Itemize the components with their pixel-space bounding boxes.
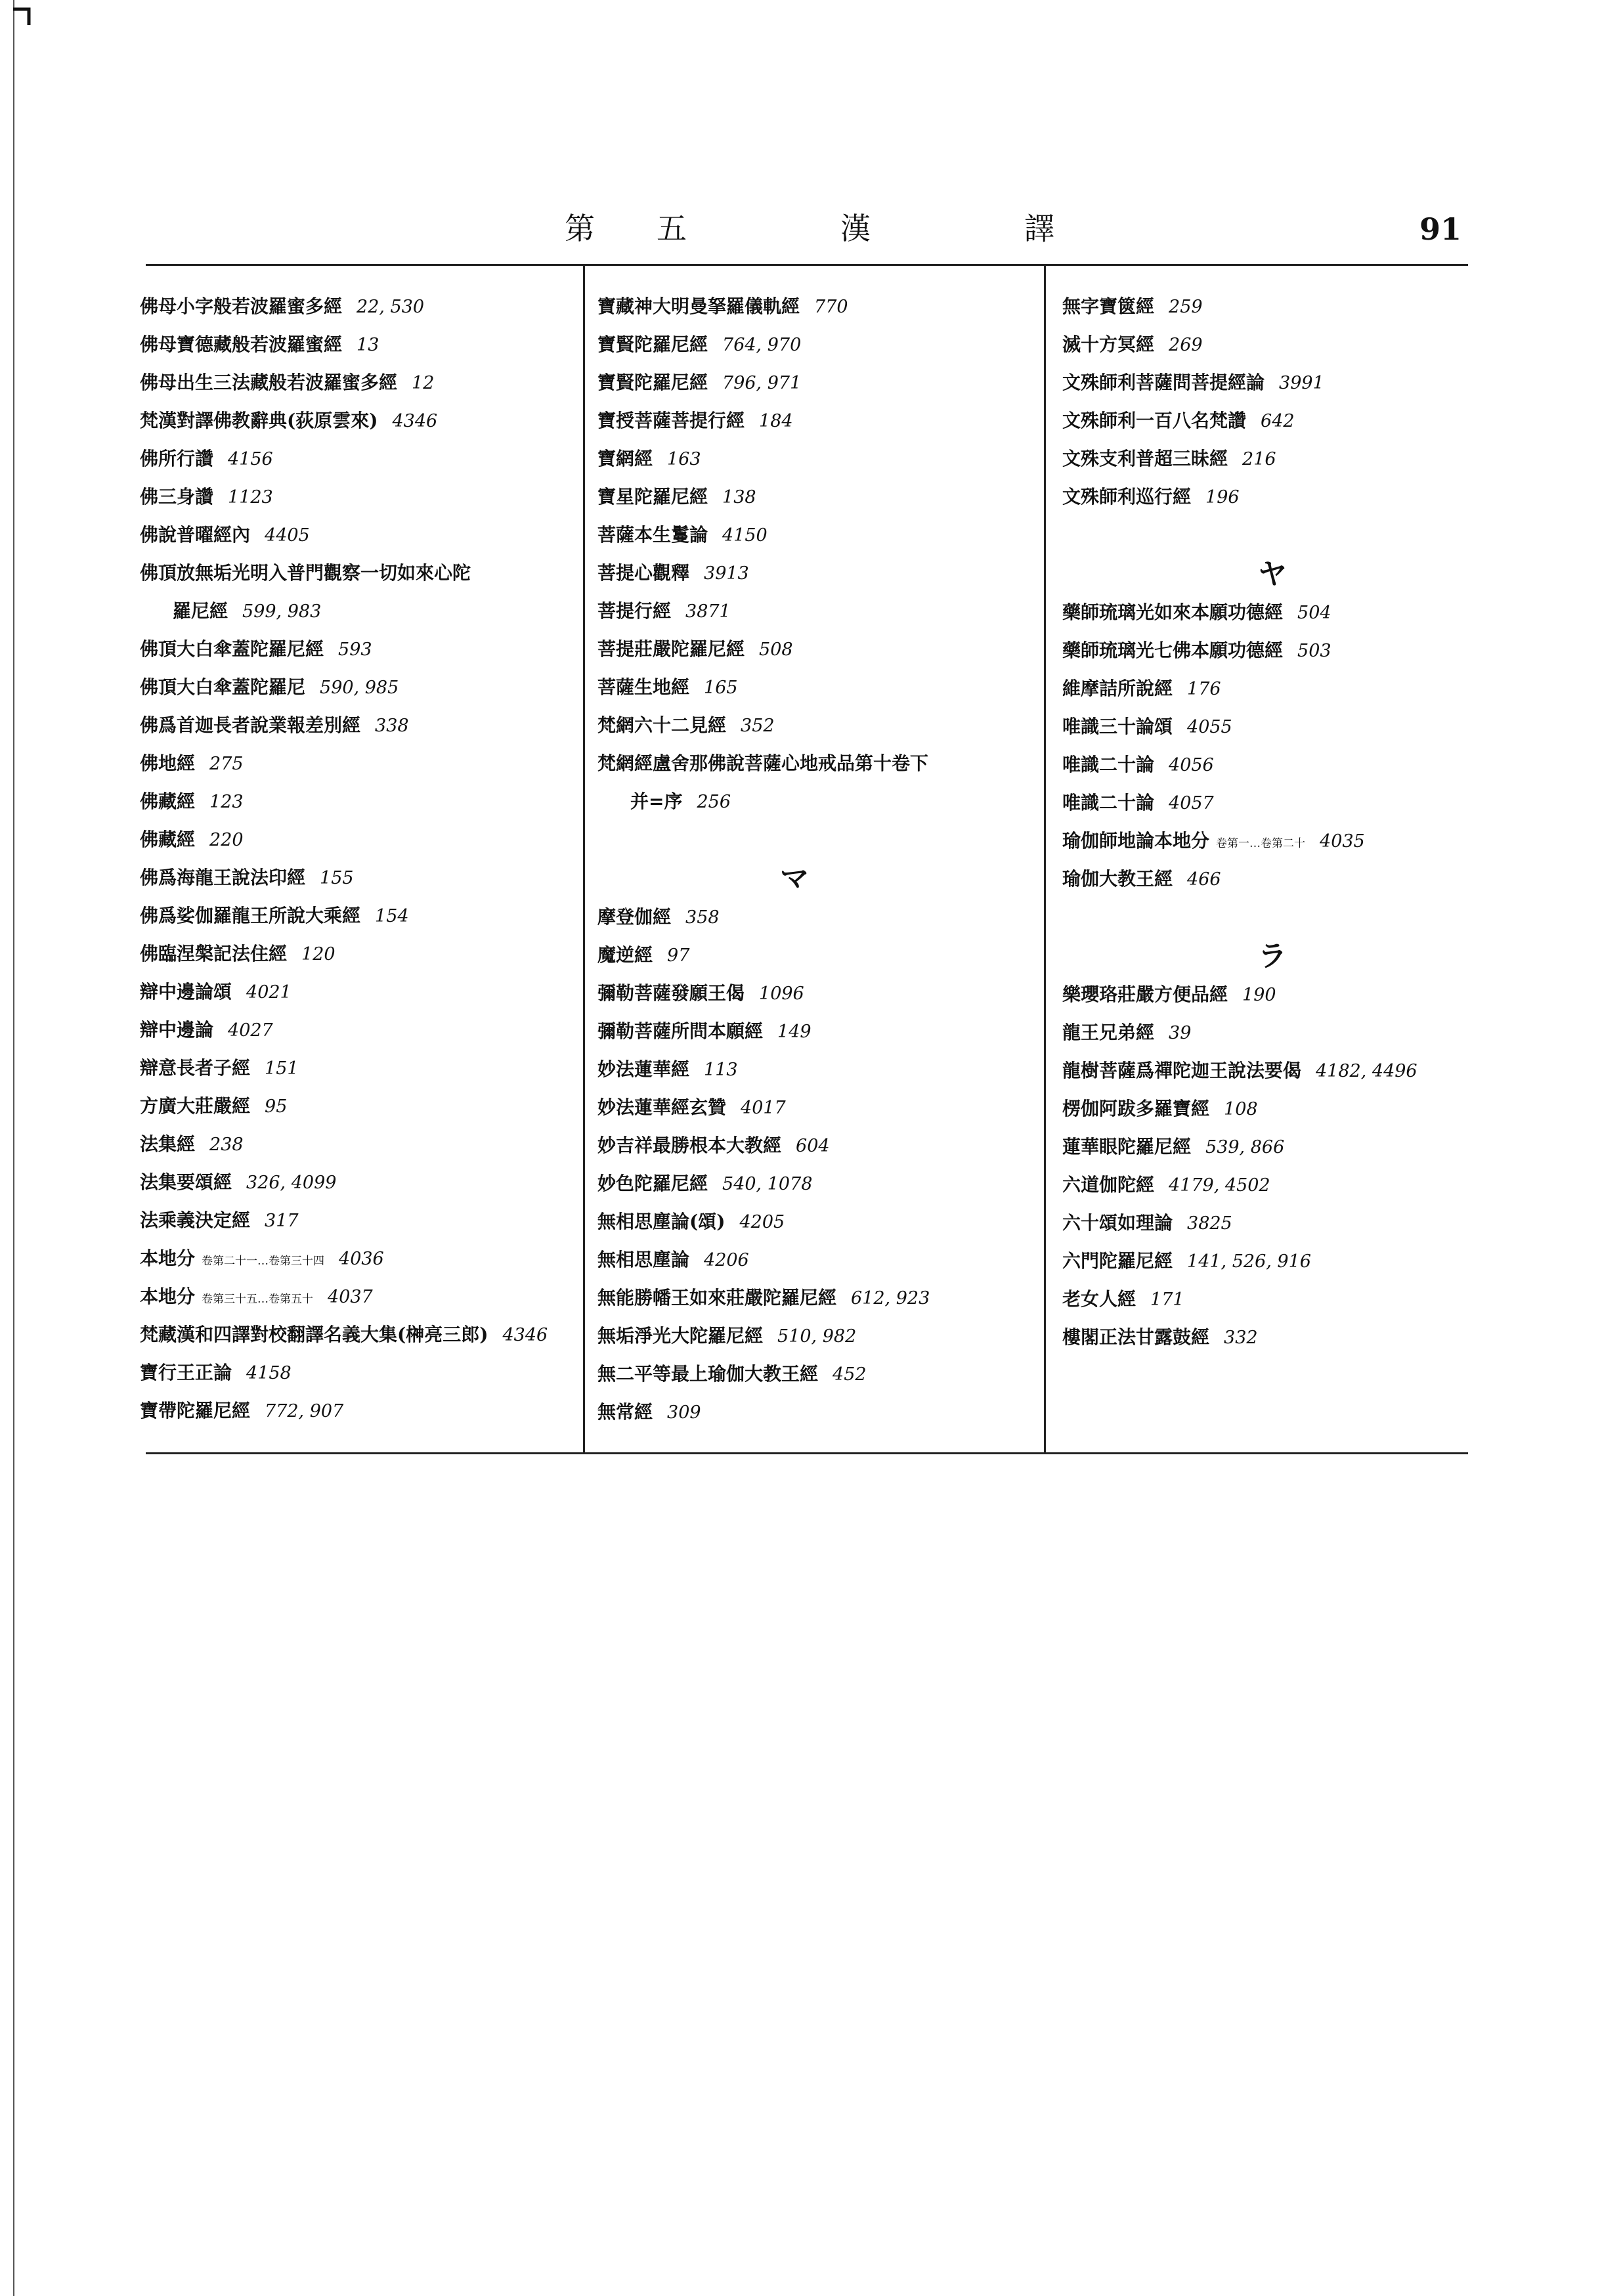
index-entry xyxy=(140,554,573,630)
entry-volume-range: 卷第一…卷第二十 xyxy=(1216,837,1306,850)
header-char: 第 xyxy=(565,211,597,246)
index-entry xyxy=(140,897,573,935)
entry-title: 無相思塵論(頌) xyxy=(597,1211,725,1232)
entry-title: 文殊師利菩薩問菩提經論 xyxy=(1062,372,1265,393)
entry-title: 佛所行讚 xyxy=(140,448,214,469)
entry-title: 文殊師利巡行經 xyxy=(1062,486,1192,508)
index-entry xyxy=(1062,746,1482,784)
column-divider xyxy=(1044,266,1046,1452)
entry-number: 39 xyxy=(1169,1023,1192,1043)
entry-number: 120 xyxy=(301,944,335,964)
entry-number: 466 xyxy=(1187,869,1221,890)
entry-title: 佛臨涅槃記法住經 xyxy=(140,943,288,964)
entry-number: 796, 971 xyxy=(722,373,802,393)
entry-title: 無垢淨光大陀羅尼經 xyxy=(597,1325,764,1347)
entry-title: 佛頂大白傘蓋陀羅尼 xyxy=(140,676,306,698)
entry-number: 4021 xyxy=(246,982,292,1003)
index-entry xyxy=(140,1049,573,1087)
entry-title: 梵網經盧舍那佛說菩薩心地戒品第十卷下 xyxy=(597,752,929,774)
index-entry xyxy=(597,326,1031,364)
index-entry xyxy=(1062,594,1482,632)
entry-title: 妙法蓮華經 xyxy=(597,1058,690,1080)
index-entry xyxy=(597,745,1031,821)
entry-number: 4158 xyxy=(246,1363,292,1383)
entry-number: 4036 xyxy=(339,1249,384,1269)
entry-number: 138 xyxy=(722,487,756,508)
entry-number: 590, 985 xyxy=(320,678,399,698)
entry-number: 338 xyxy=(375,716,409,736)
index-entry xyxy=(1062,670,1482,708)
entry-number: 317 xyxy=(265,1211,299,1231)
index-entry xyxy=(1062,1242,1482,1280)
entry-title: 佛爲娑伽羅龍王所說大乘經 xyxy=(140,905,361,926)
index-entry xyxy=(597,1279,1031,1317)
entry-number: 4405 xyxy=(265,525,310,546)
index-entry xyxy=(140,288,573,326)
index-entry xyxy=(597,1012,1031,1051)
entry-number: 452 xyxy=(833,1364,867,1385)
entry-title: 龍王兄弟經 xyxy=(1062,1022,1155,1043)
entry-number: 508 xyxy=(759,639,793,660)
entry-title: 佛母小字般若波羅蜜多經 xyxy=(140,295,343,317)
entry-title: 楞伽阿跋多羅寶經 xyxy=(1062,1098,1210,1119)
index-entry xyxy=(140,402,573,440)
entry-number: 108 xyxy=(1224,1099,1258,1119)
entry-title: 法集經 xyxy=(140,1133,196,1155)
entry-title: 寶星陀羅尼經 xyxy=(597,486,708,508)
entry-title: 佛母寶德藏般若波羅蜜經 xyxy=(140,334,343,355)
top-rule xyxy=(146,264,1468,266)
index-entry xyxy=(140,935,573,973)
entry-title: 佛藏經 xyxy=(140,791,196,812)
index-entry xyxy=(597,288,1031,326)
entry-title: 羅尼經 xyxy=(173,600,228,622)
index-entry xyxy=(140,668,573,706)
index-entry xyxy=(597,706,1031,745)
entry-title: 辯意長者子經 xyxy=(140,1057,251,1079)
entry-number: 171 xyxy=(1150,1289,1184,1310)
index-entry xyxy=(597,1355,1031,1393)
index-entry xyxy=(597,1165,1031,1203)
entry-title: 彌勒菩薩發願王偈 xyxy=(597,982,745,1004)
entry-number: 97 xyxy=(667,945,690,966)
entry-title: 維摩詰所說經 xyxy=(1062,678,1173,699)
entry-title: 老女人經 xyxy=(1062,1288,1136,1310)
index-entry xyxy=(140,1125,573,1163)
entry-number: 155 xyxy=(320,868,354,888)
entry-title: 無字寶篋經 xyxy=(1062,295,1155,317)
entry-number: 4057 xyxy=(1169,793,1214,813)
entry-number: 642 xyxy=(1261,411,1295,431)
index-entry xyxy=(140,326,573,364)
index-entry xyxy=(1062,708,1482,746)
index-entry xyxy=(140,364,573,402)
index-entry xyxy=(1062,440,1482,478)
entry-title: 梵藏漢和四譯對校翻譯名義大集(榊亮三郎) xyxy=(140,1324,488,1345)
entry-number: 593 xyxy=(338,639,372,660)
entry-title: 六十頌如理論 xyxy=(1062,1212,1173,1234)
header-char: 漢 xyxy=(840,211,873,246)
entry-number: 612, 923 xyxy=(851,1288,930,1309)
entry-title: 魔逆經 xyxy=(597,944,653,966)
entry-number: 95 xyxy=(265,1096,288,1117)
entry-number: 259 xyxy=(1169,297,1203,317)
entry-title: 梵漢對譯佛教辭典(荻原雲來) xyxy=(140,410,378,431)
entry-title: 法乘義決定經 xyxy=(140,1209,251,1231)
corner-mark-icon xyxy=(12,7,41,26)
index-entry xyxy=(597,1393,1031,1431)
entry-number: 604 xyxy=(796,1136,830,1156)
entry-number: 504 xyxy=(1297,603,1331,623)
entry-title: 佛說普曜經內 xyxy=(140,524,251,546)
entry-title: 妙色陀羅尼經 xyxy=(597,1173,708,1194)
page-number: 91 xyxy=(1419,211,1462,247)
entry-title: 藥師琉璃光七佛本願功德經 xyxy=(1062,639,1284,661)
entry-number: 764, 970 xyxy=(722,335,802,355)
entry-number: 216 xyxy=(1242,449,1276,469)
index-entry xyxy=(1062,1166,1482,1204)
index-column-3 xyxy=(1062,288,1482,1356)
entry-number: 332 xyxy=(1224,1328,1258,1348)
index-entry xyxy=(140,1316,573,1354)
index-entry xyxy=(140,1392,573,1430)
index-entry xyxy=(1062,976,1482,1014)
index-entry xyxy=(140,1087,573,1125)
entry-number: 165 xyxy=(704,678,738,698)
entry-title: 菩提行經 xyxy=(597,600,672,622)
running-header xyxy=(565,205,1090,244)
entry-number: 220 xyxy=(209,830,244,850)
index-entry xyxy=(597,936,1031,974)
entry-number: 1096 xyxy=(759,984,804,1004)
index-entry xyxy=(597,1127,1031,1165)
index-entry xyxy=(597,478,1031,516)
entry-title: 無相思塵論 xyxy=(597,1249,690,1270)
index-entry xyxy=(597,668,1031,706)
index-entry xyxy=(140,706,573,745)
index-entry xyxy=(1062,1204,1482,1242)
entry-number: 113 xyxy=(704,1060,738,1080)
entry-number: 540, 1078 xyxy=(722,1174,813,1194)
entry-title: 菩提心觀釋 xyxy=(597,562,690,584)
entry-number: 4179, 4502 xyxy=(1169,1175,1270,1196)
entry-title: 佛三身讚 xyxy=(140,486,214,508)
entry-number: 123 xyxy=(209,792,244,812)
entry-number: 141, 526, 916 xyxy=(1187,1251,1311,1272)
entry-title: 佛藏經 xyxy=(140,829,196,850)
index-entry xyxy=(597,1241,1031,1279)
entry-title: 彌勒菩薩所問本願經 xyxy=(597,1020,764,1042)
entry-title: 樂瓔珞莊嚴方便品經 xyxy=(1062,984,1228,1005)
entry-title: 本地分 xyxy=(140,1247,196,1269)
entry-number: 4017 xyxy=(741,1098,786,1118)
entry-title: 妙吉祥最勝根本大教經 xyxy=(597,1135,782,1156)
entry-title: 佛頂大白傘蓋陀羅尼經 xyxy=(140,638,324,660)
index-entry xyxy=(597,1203,1031,1241)
entry-number: 151 xyxy=(265,1058,299,1079)
index-entry xyxy=(597,364,1031,402)
entry-title: 菩提莊嚴陀羅尼經 xyxy=(597,638,745,660)
entry-number: 196 xyxy=(1205,487,1240,508)
entry-title: 并=序 xyxy=(630,791,683,812)
entry-title: 唯識二十論 xyxy=(1062,792,1155,813)
index-entry xyxy=(597,554,1031,592)
entry-number: 190 xyxy=(1242,985,1276,1005)
entry-number: 256 xyxy=(697,792,731,812)
index-entry xyxy=(597,974,1031,1012)
index-entry xyxy=(140,859,573,897)
entry-number: 238 xyxy=(209,1135,244,1155)
index-entry xyxy=(597,1317,1031,1355)
index-column-1 xyxy=(140,288,573,1430)
index-entry xyxy=(1062,402,1482,440)
entry-title: 唯識二十論 xyxy=(1062,754,1155,775)
entry-number: 4037 xyxy=(328,1287,373,1307)
entry-number: 4055 xyxy=(1187,717,1232,737)
entry-title: 菩薩生地經 xyxy=(597,676,690,698)
index-entry xyxy=(1062,1128,1482,1166)
entry-title: 妙法蓮華經玄贊 xyxy=(597,1096,727,1118)
entry-title: 法集要頌經 xyxy=(140,1171,232,1193)
index-entry xyxy=(1062,632,1482,670)
entry-title-continuation xyxy=(140,592,573,631)
section-header-kana: マ xyxy=(780,862,809,896)
entry-number: 13 xyxy=(357,335,379,355)
entry-title: 無能勝幡王如來莊嚴陀羅尼經 xyxy=(597,1287,837,1309)
index-entry xyxy=(1062,822,1482,860)
entry-title: 佛爲首迦長者說業報差別經 xyxy=(140,714,361,736)
entry-title: 佛爲海龍王說法印經 xyxy=(140,867,306,888)
entry-title: 方廣大莊嚴經 xyxy=(140,1095,251,1117)
entry-volume-range: 卷第二十一…卷第三十四 xyxy=(202,1255,325,1268)
entry-title: 蓮華眼陀羅尼經 xyxy=(1062,1136,1192,1158)
entry-number: 3871 xyxy=(685,601,731,622)
index-entry xyxy=(1062,784,1482,822)
entry-title: 滅十方冥經 xyxy=(1062,334,1155,355)
entry-title: 樓閣正法甘露鼓經 xyxy=(1062,1326,1210,1348)
index-column-2 xyxy=(597,288,1031,1431)
entry-number: 275 xyxy=(209,754,244,774)
entry-number: 4205 xyxy=(739,1212,785,1232)
entry-title: 寶行王正論 xyxy=(140,1362,232,1383)
entry-title: 寶網經 xyxy=(597,448,653,469)
index-entry xyxy=(1062,326,1482,364)
entry-title: 寶賢陀羅尼經 xyxy=(597,334,708,355)
entry-number: 503 xyxy=(1297,641,1331,661)
entry-volume-range: 卷第三十五…卷第五十 xyxy=(202,1293,314,1306)
entry-number: 4346 xyxy=(502,1325,548,1345)
entry-number: 269 xyxy=(1169,335,1203,355)
entry-number: 154 xyxy=(375,906,409,926)
entry-number: 4056 xyxy=(1169,755,1214,775)
entry-number: 4027 xyxy=(228,1020,273,1041)
entry-number: 149 xyxy=(777,1022,812,1042)
entry-title: 摩登伽經 xyxy=(597,906,672,928)
entry-title: 寶授菩薩菩提行經 xyxy=(597,410,745,431)
index-entry xyxy=(140,630,573,668)
index-entry xyxy=(1062,1052,1482,1090)
page-edge-line xyxy=(13,0,14,2296)
index-entry xyxy=(597,898,1031,936)
entry-number: 4035 xyxy=(1320,831,1365,852)
index-entry xyxy=(140,1202,573,1240)
index-entry xyxy=(1062,1090,1482,1128)
entry-number: 4346 xyxy=(392,411,438,431)
entry-title-continuation xyxy=(597,783,1031,821)
entry-title: 佛母出生三法藏般若波羅蜜多經 xyxy=(140,372,398,393)
index-entry xyxy=(1062,288,1482,326)
entry-number: 3913 xyxy=(704,563,749,584)
entry-number: 326, 4099 xyxy=(246,1173,337,1193)
entry-number: 4182, 4496 xyxy=(1316,1061,1417,1081)
index-entry xyxy=(1062,1014,1482,1052)
index-entry xyxy=(140,440,573,478)
index-entry xyxy=(140,1011,573,1049)
index-entry xyxy=(597,1089,1031,1127)
entry-number: 539, 866 xyxy=(1205,1137,1285,1158)
section-gap xyxy=(597,821,1031,860)
index-entry xyxy=(140,745,573,783)
entry-number: 184 xyxy=(759,411,793,431)
entry-title: 寶帶陀羅尼經 xyxy=(140,1400,251,1421)
entry-title: 辯中邊論頌 xyxy=(140,981,232,1003)
section-header-kana: ヤ xyxy=(1258,557,1287,591)
entry-number: 4150 xyxy=(722,525,768,546)
entry-number: 510, 982 xyxy=(777,1326,857,1347)
index-entry xyxy=(597,1051,1031,1089)
index-entry xyxy=(597,630,1031,668)
entry-title: 佛頂放無垢光明入普門觀察一切如來心陀 xyxy=(140,562,471,584)
entry-number: 599, 983 xyxy=(242,601,322,622)
entry-number: 3825 xyxy=(1187,1213,1232,1234)
entry-title: 文殊師利一百八名梵讚 xyxy=(1062,410,1247,431)
column-divider xyxy=(583,266,585,1452)
entry-title: 菩薩本生鬘論 xyxy=(597,524,708,546)
entry-title: 瑜伽大教王經 xyxy=(1062,868,1173,890)
entry-number: 4206 xyxy=(704,1250,749,1270)
entry-title: 無二平等最上瑜伽大教王經 xyxy=(597,1363,819,1385)
entry-number: 358 xyxy=(685,907,720,928)
entry-title: 寶藏神大明曼拏羅儀軌經 xyxy=(597,295,800,317)
entry-number: 4156 xyxy=(228,449,273,469)
entry-title: 藥師琉璃光如來本願功德經 xyxy=(1062,601,1284,623)
entry-title: 六門陀羅尼經 xyxy=(1062,1250,1173,1272)
header-char: 譯 xyxy=(1024,211,1057,246)
entry-title: 瑜伽師地論本地分 xyxy=(1062,830,1210,852)
entry-number: 770 xyxy=(814,297,848,317)
entry-title: 辯中邊論 xyxy=(140,1019,214,1041)
index-entry xyxy=(597,440,1031,478)
index-entry xyxy=(1062,1280,1482,1318)
index-entry xyxy=(140,1354,573,1392)
index-entry xyxy=(140,1163,573,1202)
entry-number: 772, 907 xyxy=(265,1401,344,1421)
index-entry xyxy=(140,821,573,859)
index-entry xyxy=(140,783,573,821)
entry-number: 163 xyxy=(667,449,701,469)
entry-title: 無常經 xyxy=(597,1401,653,1423)
entry-number: 1123 xyxy=(228,487,273,508)
entry-number: 352 xyxy=(741,716,775,736)
bottom-rule xyxy=(146,1452,1468,1454)
entry-title: 梵網六十二見經 xyxy=(597,714,727,736)
header-char: 五 xyxy=(657,211,689,246)
entry-number: 176 xyxy=(1187,679,1221,699)
index-entry xyxy=(1062,1318,1482,1356)
entry-number: 22, 530 xyxy=(357,297,425,317)
index-entry xyxy=(140,516,573,554)
entry-title: 龍樹菩薩爲禪陀迦王說法要偈 xyxy=(1062,1060,1302,1081)
index-entry xyxy=(1062,478,1482,516)
entry-title: 六道伽陀經 xyxy=(1062,1174,1155,1196)
entry-title: 本地分 xyxy=(140,1286,196,1307)
entry-title: 佛地經 xyxy=(140,752,196,774)
index-entry xyxy=(597,516,1031,554)
index-entry xyxy=(1062,860,1482,898)
index-entry xyxy=(140,478,573,516)
index-entry xyxy=(1062,364,1482,402)
index-entry xyxy=(140,973,573,1011)
entry-title: 寶賢陀羅尼經 xyxy=(597,372,708,393)
index-entry xyxy=(597,592,1031,630)
section-gap xyxy=(1062,898,1482,938)
section-header-kana: ラ xyxy=(1258,940,1287,973)
entry-number: 3991 xyxy=(1279,373,1324,393)
entry-number: 12 xyxy=(412,373,435,393)
index-entry xyxy=(597,402,1031,440)
entry-title: 唯識三十論頌 xyxy=(1062,716,1173,737)
entry-number: 309 xyxy=(667,1402,701,1423)
index-entry xyxy=(140,1240,573,1278)
section-gap xyxy=(1062,516,1482,555)
index-entry xyxy=(140,1278,573,1316)
entry-title: 文殊支利普超三昧經 xyxy=(1062,448,1228,469)
